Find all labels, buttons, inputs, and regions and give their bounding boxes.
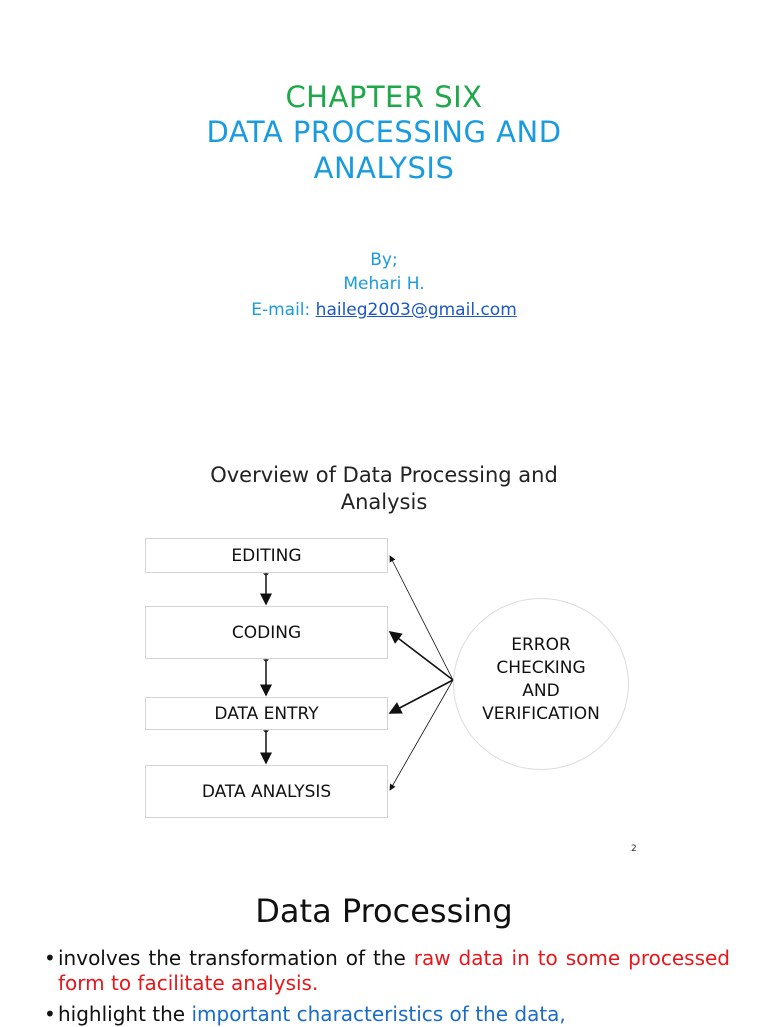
circle-line-2: CHECKING — [496, 658, 586, 678]
bullet-2-emphasis: important characteristics of the data, — [191, 1002, 566, 1026]
bullet-dot-icon: • — [44, 946, 56, 970]
page-number: 2 — [631, 844, 637, 854]
arrow-check-to-coding — [390, 632, 453, 680]
circle-line-1: ERROR — [511, 635, 571, 655]
email-line — [0, 300, 768, 320]
bullet-1-text: involves the transformation of the — [58, 946, 414, 970]
coding-box: CODING — [145, 606, 388, 659]
overview-title-line-2: Analysis — [340, 490, 428, 514]
slide-title — [0, 114, 768, 186]
slide-title-line-2: ANALYSIS — [313, 151, 455, 185]
author-name: Mehari H. — [343, 274, 425, 294]
chapter-label: CHAPTER SIX — [285, 80, 483, 114]
slide-title-line-1: DATA PROCESSING AND — [206, 115, 562, 149]
data-processing-slide — [0, 864, 768, 1024]
editing-box: EDITING — [145, 538, 388, 573]
data-analysis-box: DATA ANALYSIS — [145, 765, 388, 818]
email-link[interactable]: haileg2003@gmail.com — [315, 300, 517, 320]
by-label: By; — [370, 250, 398, 270]
overview-title-line-1: Overview of Data Processing and — [210, 463, 558, 487]
title-slide — [0, 0, 768, 418]
bullet-2-text: highlight the — [58, 1002, 192, 1026]
error-checking-label — [453, 634, 629, 726]
arrow-check-to-editing — [390, 556, 453, 680]
circle-line-3: AND — [522, 681, 560, 701]
circle-line-4: VERIFICATION — [482, 704, 600, 724]
bullet-item — [44, 1002, 730, 1027]
overview-slide — [0, 418, 768, 864]
bullet-item — [44, 946, 731, 996]
bullet-1-emphasis: raw data in to some processed form to facilitate analysis. — [58, 946, 731, 995]
bullet-dot-icon: • — [44, 1002, 56, 1026]
data-processing-heading: Data Processing — [255, 892, 513, 930]
email-label: E-mail: — [251, 300, 316, 320]
data-entry-box: DATA ENTRY — [145, 697, 388, 730]
